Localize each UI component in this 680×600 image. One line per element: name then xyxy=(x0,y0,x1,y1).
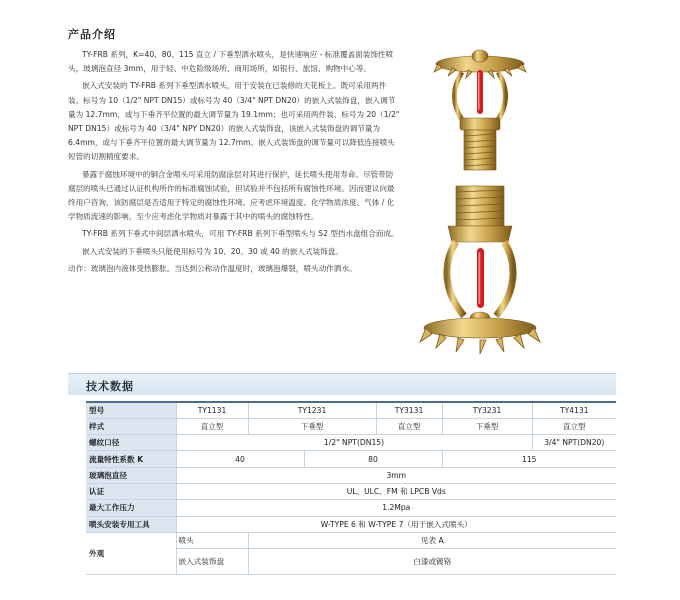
intro-paragraph: 嵌入式安装的下垂喷头只能使用标号为 10、20、30 或 40 的嵌入式装饰盘。 xyxy=(82,246,343,256)
table-cell: TY1231 xyxy=(248,402,376,418)
table-cell: TY3131 xyxy=(376,402,442,418)
intro-paragraph: TY-FRB 系列下垂式中间层洒水喷头，可用 TY-FRB 系列下垂型喷头与 S2 型挡水盘组合而成。 xyxy=(82,229,399,239)
table-row-bulb xyxy=(86,467,616,483)
table-row-kfactor xyxy=(86,451,616,467)
row-label: 最大工作压力 xyxy=(86,500,176,516)
table-cell: 直立型 xyxy=(532,418,616,434)
table-cell: 115 xyxy=(442,451,616,467)
tech-data-table xyxy=(86,401,616,575)
row-label: 认证 xyxy=(86,483,176,499)
table-cell: 见表 A xyxy=(248,532,616,548)
table-row-appearance-head xyxy=(86,532,616,548)
table-cell: 白漆或镀铬 xyxy=(248,549,616,575)
table-cell: 40 xyxy=(176,451,304,467)
sub-label: 喷头 xyxy=(176,532,248,548)
table-cell: 3/4" NPT(DN20) xyxy=(532,435,616,451)
table-row-style xyxy=(86,418,616,434)
intro-paragraph: 动作：玻璃泡内液体受热膨胀。当达到公称动作温度时，玻璃泡爆裂，喷头动作洒水。 xyxy=(68,263,357,273)
section-title-tech: 技术数据 xyxy=(86,380,134,393)
table-cell: 1.2Mpa xyxy=(176,500,616,516)
section-title-intro: 产品介绍 xyxy=(68,28,116,41)
table-cell: TY4131 xyxy=(532,402,616,418)
upright-sprinkler-image xyxy=(432,48,528,176)
table-row-thread xyxy=(86,435,616,451)
table-row-pressure xyxy=(86,500,616,516)
row-label: 型号 xyxy=(86,402,176,418)
tech-data-header xyxy=(68,373,616,395)
table-cell: 下垂型 xyxy=(248,418,376,434)
row-label: 外观 xyxy=(86,532,176,574)
pendent-sprinkler-image xyxy=(418,182,542,354)
table-row-cert xyxy=(86,483,616,499)
intro-paragraph: 暴露于腐蚀环境中的铜合金喷头可采用防腐涂层对其进行保护，延长喷头使用寿命。尽管带防腐层的喷头已通过认证机构所作的标准腐蚀试验，但试验并不包括所有腐蚀性环境。因而建议向最终用户咨询，该防腐层是否适用于特定的腐蚀性环境。应考虑环境温度、化学物质浓度、气体 / 化学物质流速的影响，至少应考虑化学物质对暴露于其中的喷头的腐蚀特性。 xyxy=(68,169,395,222)
sub-label: 嵌入式装饰盘 xyxy=(176,549,248,575)
table-cell: TY3231 xyxy=(442,402,532,418)
row-label: 流量特性系数 K xyxy=(86,451,176,467)
row-label: 螺纹口径 xyxy=(86,435,176,451)
intro-text xyxy=(68,48,400,279)
intro-paragraph: TY-FRB 系列，K=40、80、115 直立 / 下垂型洒水喷头，是快速响应 - 标准覆盖面装饰性喷头，玻璃泡直径 3mm，用于轻、中危险级场所、商用场所，如银行、旅馆、购物中心等。 xyxy=(68,50,394,74)
table-cell: 直立型 xyxy=(376,418,442,434)
table-cell: 直立型 xyxy=(176,418,248,434)
row-label: 样式 xyxy=(86,418,176,434)
table-cell: 80 xyxy=(304,451,442,467)
row-label: 喷头安装专用工具 xyxy=(86,516,176,532)
table-row-model xyxy=(86,402,616,418)
table-cell: UL、ULC、FM 和 LPCB Vds xyxy=(176,483,616,499)
table-cell: W-TYPE 6 和 W-TYPE 7（用于嵌入式喷头） xyxy=(176,516,616,532)
table-cell: 3mm xyxy=(176,467,616,483)
table-row-tool xyxy=(86,516,616,532)
table-cell: 下垂型 xyxy=(442,418,532,434)
intro-paragraph: 嵌入式安装的 TY-FRB 系列下垂型洒水喷头，用于安装在已装修的天花板上。既可采用两件装、标号为 10（1/2" NPT DN15）或标号为 40（3/4" NPT DN20）的嵌入式装饰盘，嵌入调节量为 12.7mm，或与下垂齐平位置的最大调节量为 19.1mm；也可采用两件装、标号为 20（1/2" NPT DN15）或标号为 40（3/4" NPY DN20）的嵌入式装饰盘，该嵌入式装饰盘的调节量为 6.4mm，或与下垂齐平位置的最大调节量为 12.7mm。嵌入式装饰盘的调节量可以降低连接喷头短管的切割精度要求。 xyxy=(68,81,400,162)
row-label: 玻璃泡直径 xyxy=(86,467,176,483)
table-cell: TY1131 xyxy=(176,402,248,418)
table-cell: 1/2" NPT(DN15) xyxy=(176,435,532,451)
